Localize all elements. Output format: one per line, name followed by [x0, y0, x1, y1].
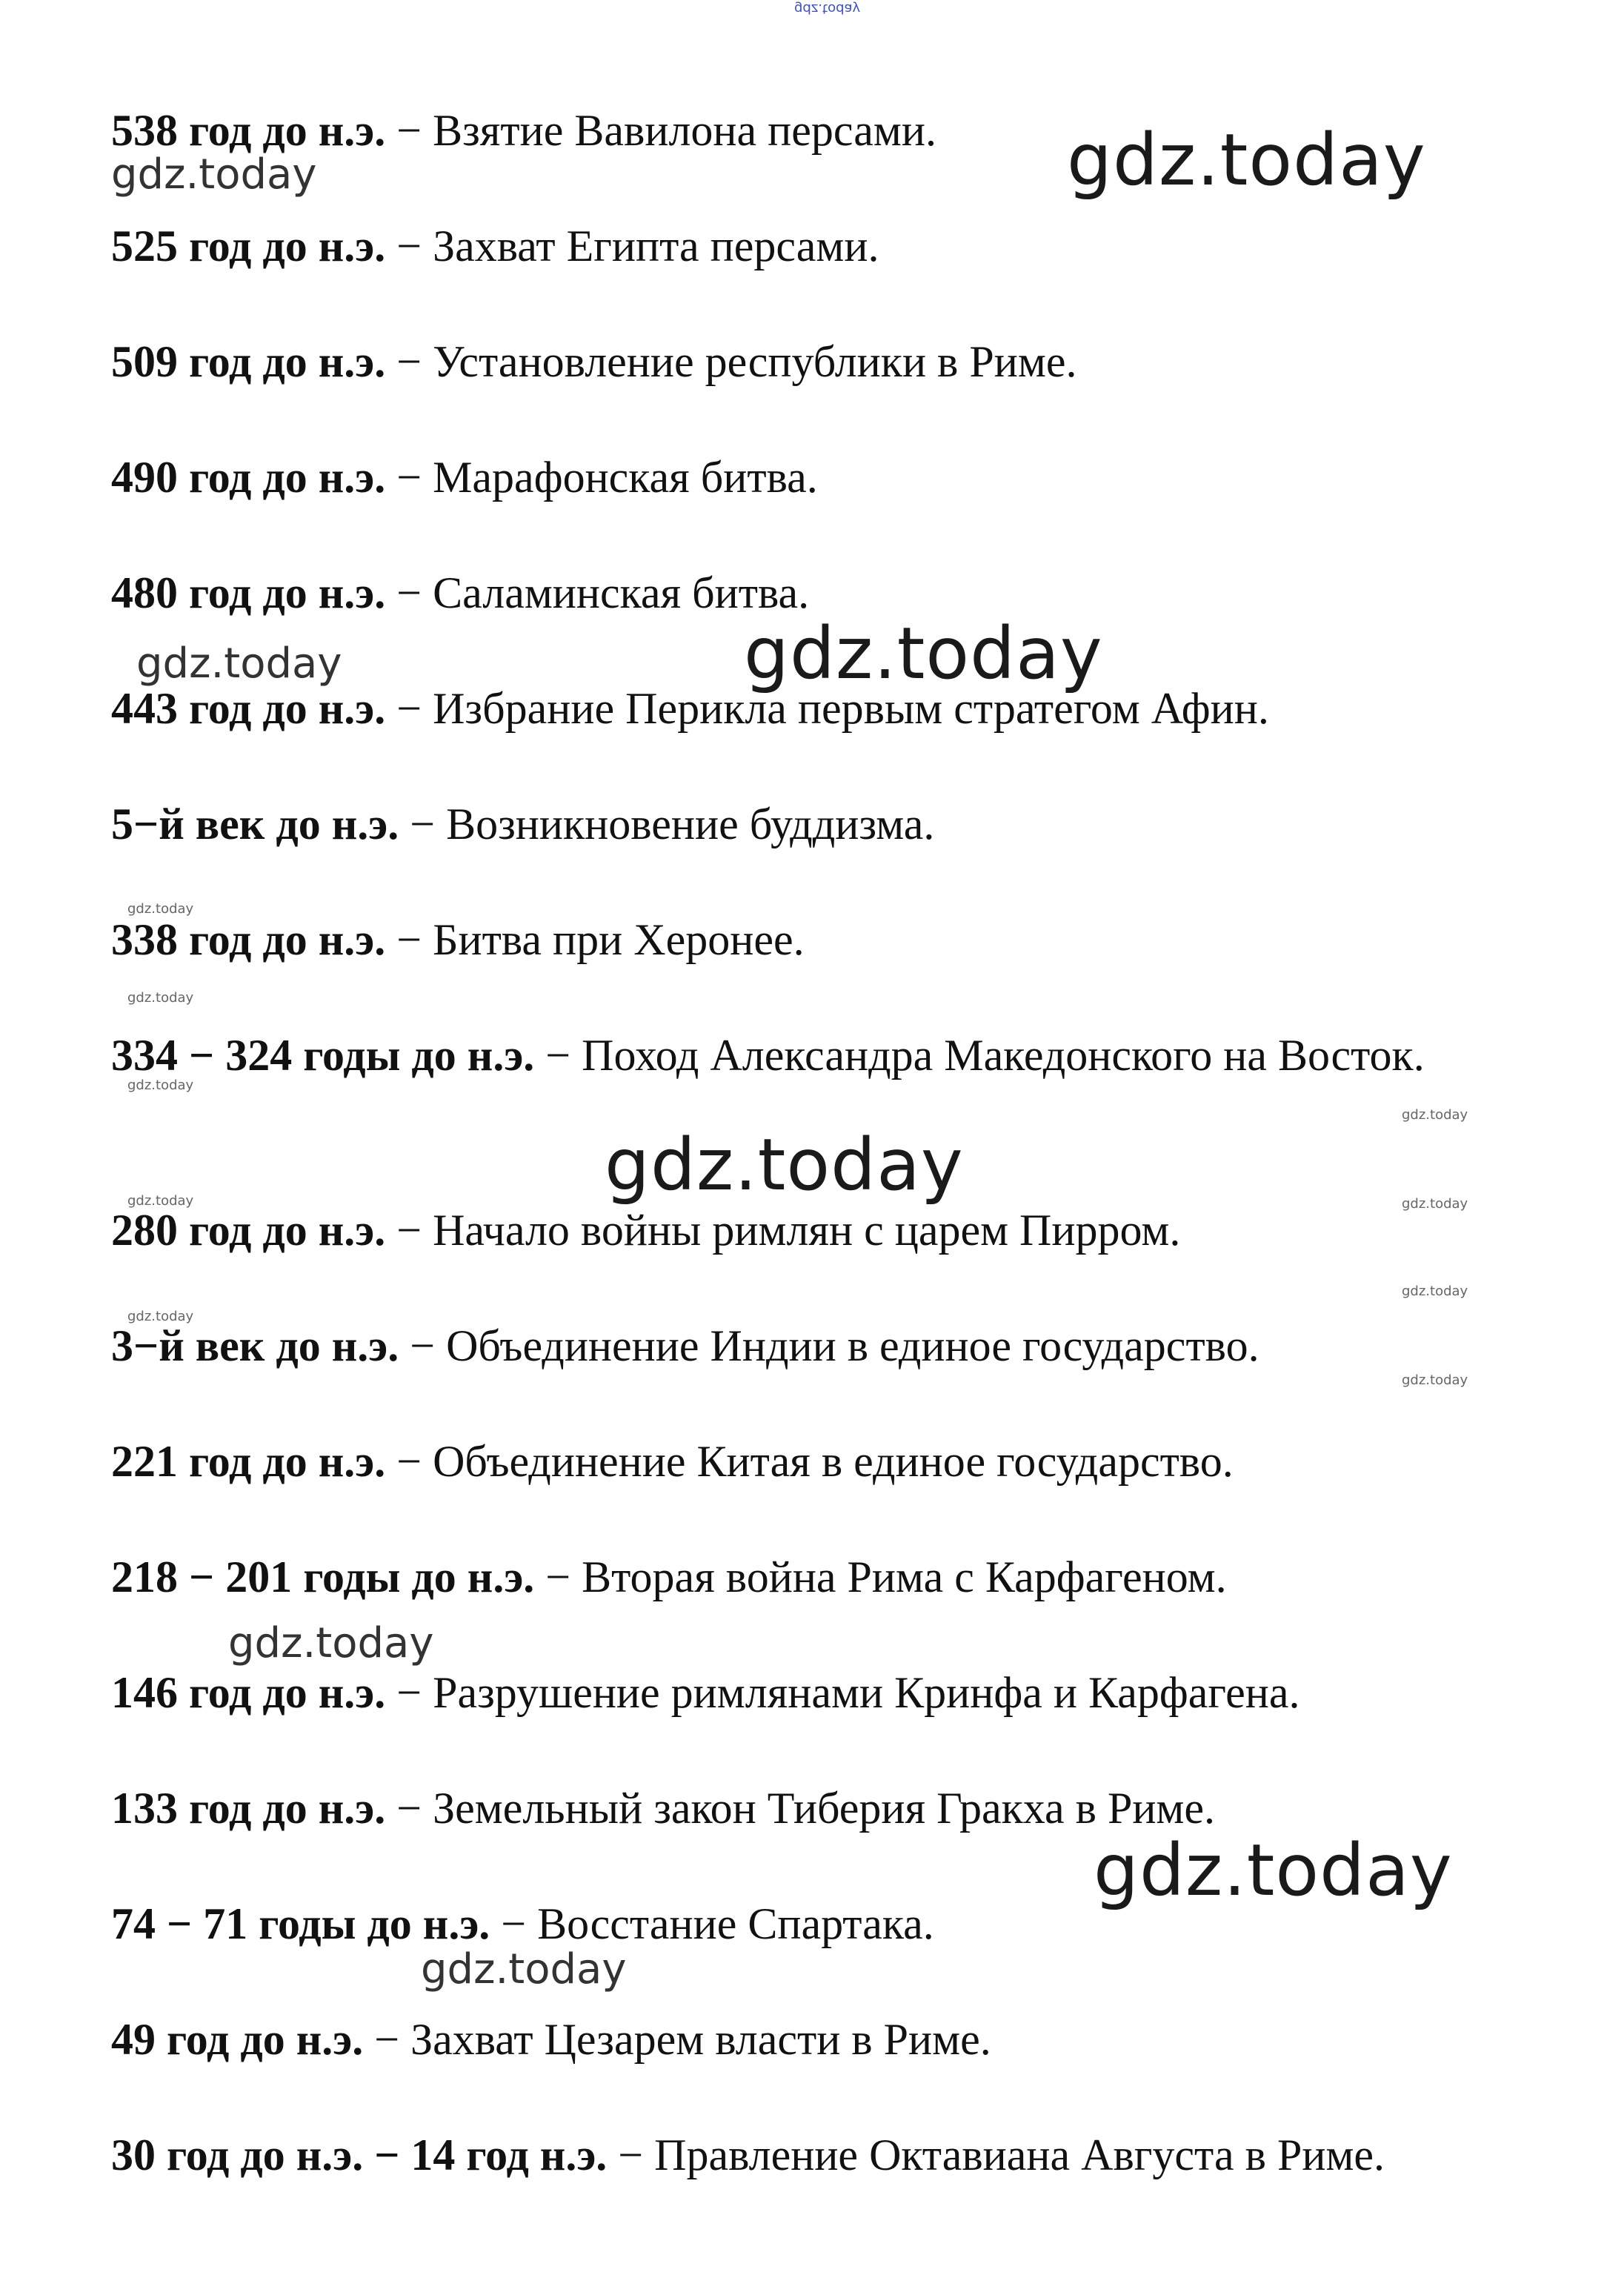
event-text: Вторая война Рима с Карфагеном.: [582, 1553, 1227, 1601]
watermark: gdz.today: [1067, 119, 1426, 202]
watermark: gdz.today: [1402, 1196, 1468, 1212]
event-text: Поход Александра Македонского на Восток.: [582, 1031, 1425, 1080]
event-text: Захват Египта персами.: [433, 222, 879, 270]
event-text: Восстание Спартака.: [537, 1899, 934, 1948]
event-separator: −: [385, 1206, 433, 1255]
event-date: 334 − 324 годы до н.э.: [111, 1031, 535, 1080]
event-date: 509 год до н.э.: [111, 337, 386, 386]
event-date: 133 год до н.э.: [111, 1784, 386, 1833]
event-date: 490 год до н.э.: [111, 453, 386, 502]
event-date: 5−й век до н.э.: [111, 800, 399, 849]
event-text: Разрушение римлянами Кринфа и Карфагена.: [433, 1668, 1300, 1717]
event-date: 30 год до н.э. − 14 год н.э.: [111, 2131, 608, 2179]
event-text: Марафонская битва.: [433, 453, 818, 502]
event-separator: −: [385, 1437, 433, 1486]
event-entry: [111, 1432, 1519, 1491]
watermark: gdz.today: [127, 1309, 194, 1324]
event-date: 280 год до н.э.: [111, 1206, 386, 1255]
event-separator: −: [490, 1899, 538, 1948]
event-date: 525 год до н.э.: [111, 222, 386, 270]
event-text: Начало войны римлян с царем Пирром.: [433, 1206, 1181, 1255]
watermark: gdz.today: [421, 1945, 627, 1993]
event-text: Возникновение буддизма.: [446, 800, 935, 849]
event-date: 221 год до н.э.: [111, 1437, 386, 1486]
event-text: Правление Октавиана Августа в Риме.: [654, 2131, 1385, 2179]
event-entry: [111, 216, 1519, 276]
event-separator: −: [385, 106, 433, 155]
event-entry: [111, 1201, 1519, 1260]
watermark: gdz.today: [605, 1123, 964, 1206]
event-entry: [111, 448, 1519, 507]
event-date: 218 − 201 годы до н.э.: [111, 1553, 535, 1601]
event-date: 338 год до н.э.: [111, 915, 386, 964]
event-date: 146 год до н.э.: [111, 1668, 386, 1717]
event-date: 538 год до н.э.: [111, 106, 386, 155]
watermark: gdz.today: [127, 901, 194, 917]
event-text: Битва при Херонее.: [433, 915, 805, 964]
watermark: gdz.today: [744, 612, 1103, 695]
event-separator: −: [534, 1031, 582, 1080]
event-text: Земельный закон Тиберия Гракха в Риме.: [433, 1784, 1216, 1833]
event-separator: −: [363, 2015, 411, 2064]
event-text: Саламинская битва.: [433, 568, 810, 617]
event-entry: [111, 2010, 1519, 2069]
event-text: Объединение Китая в единое государство.: [433, 1437, 1234, 1486]
watermark: gdz.today: [127, 1193, 194, 1209]
event-text: Объединение Индии в единое государство.: [446, 1321, 1259, 1370]
event-separator: −: [385, 453, 433, 502]
event-separator: −: [607, 2131, 655, 2179]
watermark: gdz.today: [1402, 1284, 1468, 1299]
event-text: Установление республики в Риме.: [433, 337, 1077, 386]
event-entry: [111, 1026, 1482, 1085]
watermark: gdz.today: [228, 1619, 434, 1667]
event-entry: [111, 1663, 1519, 1722]
watermark: gdz.today: [111, 150, 317, 199]
event-entry: [111, 1547, 1519, 1607]
event-separator: −: [534, 1553, 582, 1601]
event-separator: −: [385, 1668, 433, 1717]
event-entry: [111, 332, 1519, 391]
event-date: 443 год до н.э.: [111, 684, 386, 733]
event-text: Захват Цезарем власти в Риме.: [410, 2015, 991, 2064]
event-date: 49 год до н.э.: [111, 2015, 364, 2064]
event-separator: −: [385, 1784, 433, 1833]
event-entry: [111, 910, 1519, 969]
watermark: gdz.today: [794, 1, 861, 16]
event-entry: [111, 1316, 1519, 1375]
event-separator: −: [399, 1321, 447, 1370]
event-date: 74 − 71 годы до н.э.: [111, 1899, 490, 1948]
event-text: Избрание Перикла первым стратегом Афин.: [433, 684, 1269, 733]
watermark: gdz.today: [1402, 1372, 1468, 1388]
event-separator: −: [385, 222, 433, 270]
watermark: gdz.today: [136, 640, 342, 688]
event-separator: −: [385, 568, 433, 617]
event-separator: −: [399, 800, 447, 849]
event-date: 480 год до н.э.: [111, 568, 386, 617]
watermark: gdz.today: [127, 1077, 194, 1093]
event-entry: [111, 2125, 1482, 2185]
event-entry: [111, 794, 1519, 854]
event-separator: −: [385, 337, 433, 386]
event-date: 3−й век до н.э.: [111, 1321, 399, 1370]
watermark: gdz.today: [1402, 1107, 1468, 1123]
watermark: gdz.today: [1094, 1829, 1453, 1912]
event-text: Взятие Вавилона персами.: [433, 106, 936, 155]
event-separator: −: [385, 915, 433, 964]
watermark: gdz.today: [127, 990, 194, 1006]
event-separator: −: [385, 684, 433, 733]
